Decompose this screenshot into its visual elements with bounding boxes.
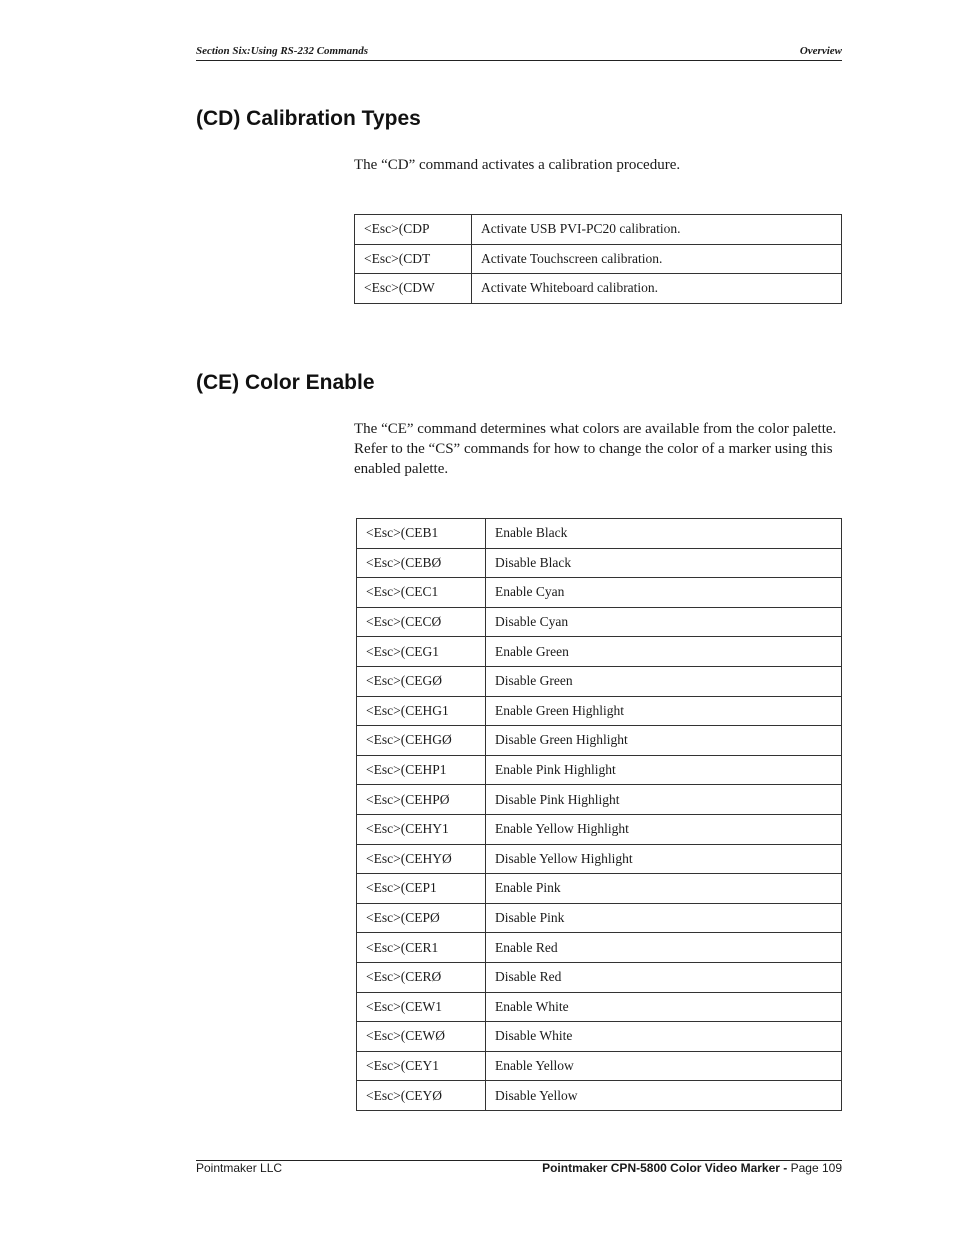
description-cell: Activate USB PVI-PC20 calibration. xyxy=(472,215,842,245)
calibration-commands-table xyxy=(354,214,842,304)
table-row xyxy=(357,814,842,844)
description-cell: Enable Yellow xyxy=(486,1051,842,1081)
table-row xyxy=(355,274,842,304)
table-row xyxy=(357,1022,842,1052)
table-row xyxy=(355,244,842,274)
page-header xyxy=(196,44,842,61)
footer-product: Pointmaker CPN-5800 Color Video Marker - xyxy=(542,1161,788,1175)
section-title-cd: (CD) Calibration Types xyxy=(196,107,421,130)
command-cell: <Esc>(CEP1 xyxy=(357,874,486,904)
description-cell: Disable Green Highlight xyxy=(486,726,842,756)
table-row xyxy=(357,666,842,696)
description-cell: Disable Yellow Highlight xyxy=(486,844,842,874)
table-row xyxy=(357,607,842,637)
description-cell: Disable Red xyxy=(486,962,842,992)
command-cell: <Esc>(CERØ xyxy=(357,962,486,992)
command-cell: <Esc>(CDW xyxy=(355,274,472,304)
table-row xyxy=(357,844,842,874)
section-title-ce: (CE) Color Enable xyxy=(196,371,375,394)
footer-company: Pointmaker LLC xyxy=(196,1161,283,1175)
description-cell: Disable Pink xyxy=(486,903,842,933)
command-cell: <Esc>(CEHG1 xyxy=(357,696,486,726)
command-cell: <Esc>(CEHY1 xyxy=(357,814,486,844)
footer-page-number: Page 109 xyxy=(787,1161,842,1175)
description-cell: Enable Pink xyxy=(486,874,842,904)
footer-product-page xyxy=(542,1161,842,1175)
description-cell: Enable Cyan xyxy=(486,578,842,608)
command-cell: <Esc>(CDT xyxy=(355,244,472,274)
description-cell: Activate Whiteboard calibration. xyxy=(472,274,842,304)
description-cell: Enable White xyxy=(486,992,842,1022)
command-cell: <Esc>(CDP xyxy=(355,215,472,245)
table-row xyxy=(357,519,842,549)
command-cell: <Esc>(CEYØ xyxy=(357,1081,486,1111)
description-cell: Disable Black xyxy=(486,548,842,578)
description-cell: Disable Cyan xyxy=(486,607,842,637)
page-footer xyxy=(196,1160,842,1175)
header-topic: Overview xyxy=(799,45,842,57)
table-row xyxy=(357,755,842,785)
table-row xyxy=(357,785,842,815)
command-cell: <Esc>(CER1 xyxy=(357,933,486,963)
color-enable-commands-table xyxy=(356,518,842,1111)
table-row xyxy=(357,962,842,992)
description-cell: Enable Black xyxy=(486,519,842,549)
table-row xyxy=(357,578,842,608)
command-cell: <Esc>(CEB1 xyxy=(357,519,486,549)
command-cell: <Esc>(CEBØ xyxy=(357,548,486,578)
description-cell: Enable Green xyxy=(486,637,842,667)
description-cell: Enable Green Highlight xyxy=(486,696,842,726)
description-cell: Enable Yellow Highlight xyxy=(486,814,842,844)
description-cell: Disable Green xyxy=(486,666,842,696)
command-cell: <Esc>(CECØ xyxy=(357,607,486,637)
command-cell: <Esc>(CEG1 xyxy=(357,637,486,667)
table-row xyxy=(357,903,842,933)
table-row xyxy=(357,874,842,904)
description-cell: Activate Touchscreen calibration. xyxy=(472,244,842,274)
section-description-ce: The “CE” command determines what colors are available from the color palette. Refer to the “CS” commands for how to change the color of a marker using this enabled palette. xyxy=(354,421,837,477)
section-description-cd: The “CD” command activates a calibration procedure. xyxy=(354,157,681,173)
table-row xyxy=(357,992,842,1022)
table-row xyxy=(357,1051,842,1081)
command-cell: <Esc>(CEC1 xyxy=(357,578,486,608)
command-cell: <Esc>(CEWØ xyxy=(357,1022,486,1052)
table-row xyxy=(355,215,842,245)
command-cell: <Esc>(CEW1 xyxy=(357,992,486,1022)
table-row xyxy=(357,696,842,726)
table-row xyxy=(357,726,842,756)
command-cell: <Esc>(CEHP1 xyxy=(357,755,486,785)
command-cell: <Esc>(CEHYØ xyxy=(357,844,486,874)
table-row xyxy=(357,1081,842,1111)
description-cell: Disable Yellow xyxy=(486,1081,842,1111)
description-cell: Enable Pink Highlight xyxy=(486,755,842,785)
command-cell: <Esc>(CEY1 xyxy=(357,1051,486,1081)
description-cell: Disable Pink Highlight xyxy=(486,785,842,815)
command-cell: <Esc>(CEHGØ xyxy=(357,726,486,756)
command-cell: <Esc>(CEPØ xyxy=(357,903,486,933)
table-row xyxy=(357,933,842,963)
command-cell: <Esc>(CEGØ xyxy=(357,666,486,696)
header-section-title: Section Six:Using RS-232 Commands xyxy=(196,45,369,57)
command-cell: <Esc>(CEHPØ xyxy=(357,785,486,815)
table-row xyxy=(357,548,842,578)
table-row xyxy=(357,637,842,667)
description-cell: Enable Red xyxy=(486,933,842,963)
description-cell: Disable White xyxy=(486,1022,842,1052)
